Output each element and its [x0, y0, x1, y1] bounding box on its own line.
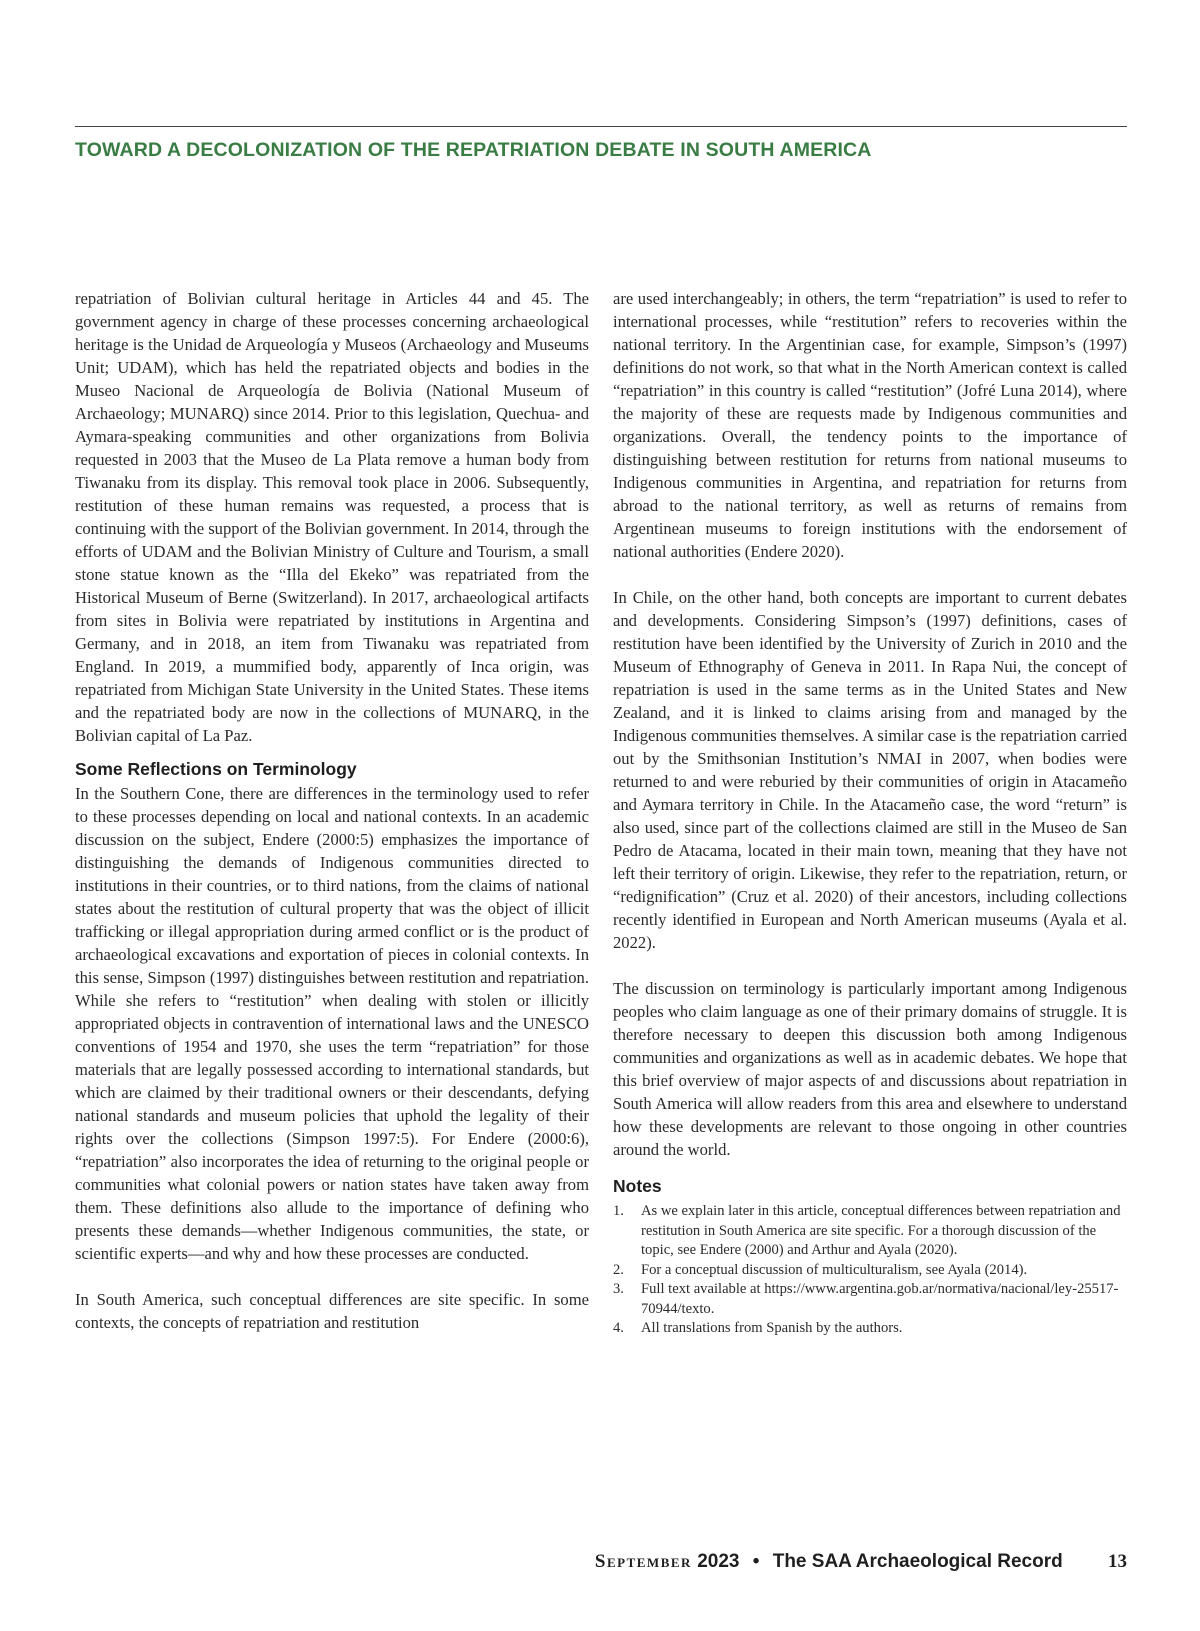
header-rule [75, 126, 1127, 127]
page-footer [595, 1551, 1127, 1573]
left-column [75, 287, 589, 1334]
body-paragraph: The discussion on terminology is particularly important among Indigenous peoples who claim language as one of their primary domains of struggle. It is therefore necessary to deepen this discussion both among Indigenous communities and organizations as well as in academic debates. We hope that this brief overview of major aspects of and discussions about repatriation in South America will allow readers from this area and elsewhere to understand how these developments are relevant to those ongoing in other countries around the world. [613, 979, 1127, 1159]
running-title: TOWARD A DECOLONIZATION OF THE REPATRIATION DEBATE IN SOUTH AMERICA [75, 139, 872, 161]
note-text: Full text available at https://www.argentina.gob.ar/normativa/nacional/ley-25517-70944/texto. [641, 1281, 1119, 1317]
footer-month: September [594, 1551, 692, 1572]
note-number: 2. [613, 1261, 624, 1278]
body-paragraph: In Chile, on the other hand, both concepts are important to current debates and developments. Considering Simpson’s (1997) definitions, cases of restitution have been identified by the University of Zurich in 2010 and the Museum of Ethnography of Geneva in 2011. In Rapa Nui, the concept of repatriation is used in the same terms as in the United States and New Zealand, and it is linked to claims arising from and managed by the Indigenous communities themselves. A similar case is the repatriation carried out by the Smithsonian Institution’s NMAI in 2007, when bodies were returned to and were reburied by their communities of origin in Atacameño and Aymara territory in Chile. In the Atacameño case, the word “return” is also used, since part of the collections claimed are still in the Museo de San Pedro de Atacama, located in their main town, meaning that they have not left their territory of origin. Likewise, they refer to the repatriation, return, or “redignification” (Cruz et al. 2020) of their ancestors, including collections recently identified in European and North American museums (Ayala et al. 2022). [613, 588, 1127, 952]
body-paragraph: repatriation of Bolivian cultural heritage in Articles 44 and 45. The government agency in charge of these processes concerning archaeological heritage is the Unidad de Arqueología y Museos (Archaeology and Museums Unit; UDAM), which has held the repatriated objects and bodies in the Museo Nacional de Arqueología de Bolivia (National Museum of Archaeology; MUNARQ) since 2014. Prior to this legislation, Quechua- and Aymara-speaking communities and other organizations from Bolivia requested in 2003 that the Museo de La Plata remove a human body from Tiwanaku from its display. This removal took place in 2006. Subsequently, restitution of these human remains was requested, a process that is continuing with the support of the Bolivian government. In 2014, through the efforts of UDAM and the Bolivian Ministry of Culture and Tourism, a small stone statue known as the “Illa del Ekeko” was repatriated from the Historical Museum of Berne (Switzerland). In 2017, archaeological artifacts from sites in Bolivia were repatriated by institutions in Argentina and Germany, and in 2018, an item from Tiwanaku was repatriated from England. In 2019, a mummified body, apparently of Inca origin, was repatriated from Michigan State University in the United States. These items and the repatriated body are now in the collections of MUNARQ, in the Bolivian capital of La Paz. [75, 289, 589, 745]
note-number: 4. [613, 1320, 624, 1336]
note-item [613, 1261, 1127, 1281]
note-item [613, 1202, 1127, 1261]
footer-year: 2023 [697, 1551, 740, 1572]
notes-list [613, 1202, 1127, 1339]
note-text: As we explain later in this article, conceptual differences between repatriation and restitution in South America are site specific. For a thorough discussion of the topic, see Endere (2000) and Arthur and Ayala (2020). [641, 1203, 1121, 1258]
right-column [613, 287, 1127, 1339]
page-number: 13 [1108, 1551, 1127, 1572]
note-item [613, 1319, 1127, 1339]
footer-bullet: • [752, 1551, 760, 1572]
body-paragraph: In South America, such conceptual differences are site specific. In some contexts, the concepts of repatriation and restitution [75, 1290, 589, 1332]
note-text: For a conceptual discussion of multiculturalism, see Ayala (2014). [641, 1261, 1028, 1278]
section-heading: Some Reflections on Terminology [75, 759, 357, 779]
body-paragraph: are used interchangeably; in others, the term “repatriation” is used to refer to international processes, while “restitution” refers to recoveries within the national territory. In the Argentinian case, for example, Simpson’s (1997) definitions do not work, so that what in the North American context is called “repatriation” in this country is called “restitution” (Jofré Luna 2014), where the majority of these are requests made by Indigenous communities and organizations. Overall, the tendency points to the importance of distinguishing between restitution for returns from national museums to Indigenous communities in Argentina, and repatriation for returns from abroad to the national territory, as well as returns of remains from Argentinean museums to foreign institutions with the endorsement of national authorities (Endere 2020). [613, 289, 1127, 561]
note-text: All translations from Spanish by the authors. [641, 1320, 903, 1336]
footer-journal: The SAA Archaeological Record [772, 1551, 1063, 1572]
body-paragraph: In the Southern Cone, there are differences in the terminology used to refer to these processes depending on local and national contexts. In an academic discussion on the subject, Endere (2000:5) emphasizes the importance of distinguishing the demands of Indigenous communities directed to institutions in their countries, or to third nations, from the claims of national states about the restitution of cultural property that was the object of illicit trafficking or illegal appropriation during armed conflict or is the product of archaeological excavations and exportation of pieces in colonial contexts. In this sense, Simpson (1997) distinguishes between restitution and repatriation. While she refers to “restitution” when dealing with stolen or illicitly appropriated objects in contravention of international laws and the UNESCO conventions of 1954 and 1970, she uses the term “repatriation” for those materials that are legally possessed according to international standards, but which are claimed by their traditional owners or their descendants, defying national standards and museum policies that uphold the legality of their rights over the collections (Simpson 1997:5). For Endere (2000:6), “repatriation” also incorporates the idea of returning to the original people or communities what colonial powers or nation states have taken away from them. These definitions also allude to the importance of defining who presents these demands—whether Indigenous communities, the state, or scientific experts—and why and how these processes are conducted. [75, 784, 589, 1263]
note-number: 3. [613, 1281, 624, 1297]
note-number: 1. [613, 1203, 624, 1219]
note-item [613, 1280, 1127, 1319]
notes-heading: Notes [613, 1176, 662, 1196]
